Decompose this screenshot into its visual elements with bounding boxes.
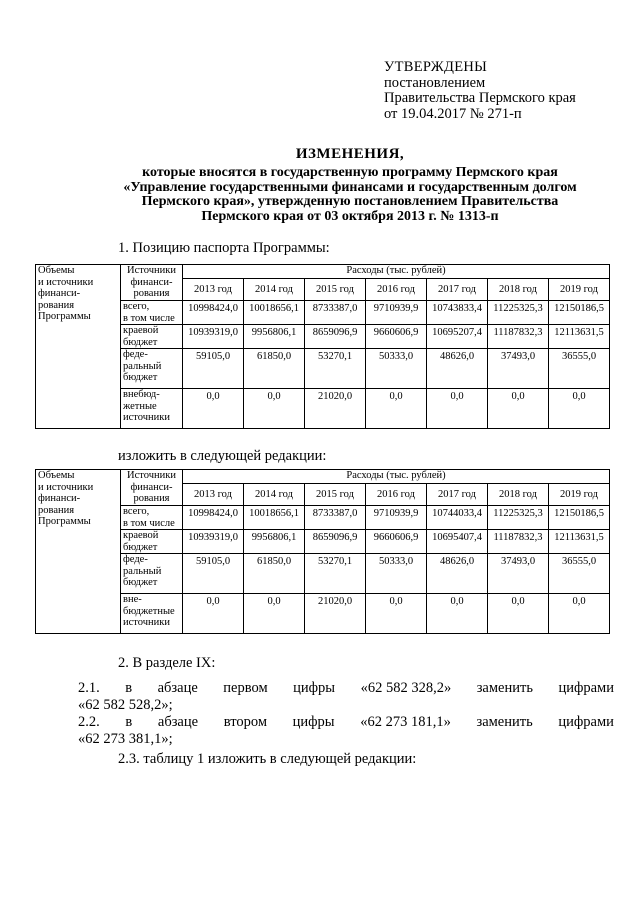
passport-table-old bbox=[35, 264, 610, 429]
table-cell: 10744033,4 bbox=[427, 506, 488, 530]
table-cell: 50333,0 bbox=[366, 554, 427, 594]
sources-header: Источники финанси- рования bbox=[121, 265, 183, 301]
table-cell: 0,0 bbox=[427, 389, 488, 429]
year-header: 2014 год bbox=[244, 279, 305, 301]
table-row bbox=[36, 506, 610, 530]
table-row bbox=[36, 554, 610, 594]
row-label: всего, в том числе bbox=[121, 301, 183, 325]
expenses-header: Расходы (тыс. рублей) bbox=[183, 470, 610, 484]
table-cell: 12113631,5 bbox=[549, 530, 610, 554]
subtitle-line: «Управление государственными финансами и государственным долгом bbox=[123, 179, 577, 195]
table-cell: 59105,0 bbox=[183, 554, 244, 594]
table-cell: 0,0 bbox=[183, 389, 244, 429]
word: в bbox=[125, 714, 133, 730]
word: в bbox=[125, 680, 133, 696]
approval-block bbox=[384, 60, 576, 122]
table-cell: 0,0 bbox=[366, 594, 427, 634]
year-header: 2014 год bbox=[244, 484, 305, 506]
table-cell: 0,0 bbox=[244, 594, 305, 634]
table-cell: 50333,0 bbox=[366, 349, 427, 389]
word: 2.1. bbox=[78, 680, 100, 696]
approval-heading: УТВЕРЖДЕНЫ bbox=[384, 59, 488, 75]
table-cell: 59105,0 bbox=[183, 349, 244, 389]
table-row bbox=[36, 265, 610, 279]
approval-line: постановлением bbox=[384, 74, 486, 91]
year-header: 2013 год bbox=[183, 279, 244, 301]
approval-line: Правительства Пермского края bbox=[384, 90, 576, 106]
table-cell: 10018656,1 bbox=[244, 506, 305, 530]
table-cell: 37493,0 bbox=[488, 554, 549, 594]
table-cell: 10743833,4 bbox=[427, 301, 488, 325]
table-cell: 8733387,0 bbox=[305, 301, 366, 325]
year-header: 2016 год bbox=[366, 279, 427, 301]
word: 2.2. bbox=[78, 714, 100, 730]
subtitle-line: Пермского края от 03 октября 2013 г. № 1313-п bbox=[201, 208, 499, 224]
table-row bbox=[36, 389, 610, 429]
year-header: 2017 год bbox=[427, 484, 488, 506]
year-header: 2016 год bbox=[366, 484, 427, 506]
table-cell: 12150186,5 bbox=[549, 301, 610, 325]
table-cell: 10998424,0 bbox=[183, 506, 244, 530]
table-row bbox=[36, 470, 610, 484]
word: цифрами bbox=[558, 714, 614, 730]
item-2-1-line bbox=[78, 680, 614, 697]
table-row bbox=[36, 349, 610, 389]
table-cell: 0,0 bbox=[549, 389, 610, 429]
word: абзаце bbox=[157, 680, 198, 696]
row-label: краевой бюджет bbox=[121, 530, 183, 554]
table-cell: 61850,0 bbox=[244, 349, 305, 389]
subtitle-line: Пермского края», утвержденную постановлением Правительства bbox=[141, 194, 559, 209]
table-cell: 10998424,0 bbox=[183, 301, 244, 325]
table-cell: 11225325,3 bbox=[488, 506, 549, 530]
year-header: 2015 год bbox=[305, 484, 366, 506]
year-header: 2018 год bbox=[488, 279, 549, 301]
table-cell: 10018656,1 bbox=[244, 301, 305, 325]
table-cell: 12113631,5 bbox=[549, 325, 610, 349]
word: абзаце bbox=[157, 714, 199, 730]
row-label: феде- ральный бюджет bbox=[121, 554, 183, 594]
word: заменить bbox=[476, 680, 533, 696]
table-cell: 36555,0 bbox=[549, 349, 610, 389]
subtitle-line: которые вносятся в государственную программу Пермского края bbox=[142, 165, 558, 180]
item-1-text: 1. Позицию паспорта Программы: bbox=[118, 240, 330, 256]
document-title: ИЗМЕНЕНИЯ, bbox=[295, 146, 405, 162]
table-cell: 0,0 bbox=[488, 389, 549, 429]
table-cell: 0,0 bbox=[549, 594, 610, 634]
passport-table-new bbox=[35, 469, 610, 634]
word: «62 582 328,2» bbox=[360, 680, 452, 696]
program-funding-label: Объемы и источники финанси- рования Программы bbox=[36, 470, 121, 634]
table-cell: 0,0 bbox=[244, 389, 305, 429]
word: втором bbox=[223, 714, 267, 730]
program-funding-label: Объемы и источники финанси- рования Программы bbox=[36, 265, 121, 429]
table-cell: 10939319,0 bbox=[183, 530, 244, 554]
table-cell: 21020,0 bbox=[305, 594, 366, 634]
table-cell: 48626,0 bbox=[427, 349, 488, 389]
table-cell: 8733387,0 bbox=[305, 506, 366, 530]
table-cell: 11187832,3 bbox=[488, 530, 549, 554]
year-header: 2015 год bbox=[305, 279, 366, 301]
table-cell: 9660606,9 bbox=[366, 325, 427, 349]
item-2-1-continuation: «62 582 528,2»; bbox=[78, 697, 173, 713]
table-cell: 37493,0 bbox=[488, 349, 549, 389]
word: цифрами bbox=[558, 680, 614, 696]
table-cell: 10695207,4 bbox=[427, 325, 488, 349]
table-cell: 21020,0 bbox=[305, 389, 366, 429]
item-2-2-continuation: «62 273 381,1»; bbox=[78, 731, 173, 747]
table-cell: 10939319,0 bbox=[183, 325, 244, 349]
table-cell: 53270,1 bbox=[305, 349, 366, 389]
row-label: внебюд- жетные источники bbox=[121, 389, 183, 429]
item-2-3-text: 2.3. таблицу 1 изложить в следующей редакции: bbox=[118, 751, 417, 767]
word: «62 273 181,1» bbox=[360, 714, 451, 730]
table-cell: 0,0 bbox=[183, 594, 244, 634]
table-cell: 53270,1 bbox=[305, 554, 366, 594]
table-row bbox=[36, 301, 610, 325]
item-2-2-line bbox=[78, 714, 614, 731]
year-header: 2013 год bbox=[183, 484, 244, 506]
table-cell: 11187832,3 bbox=[488, 325, 549, 349]
word: цифры bbox=[293, 680, 336, 696]
table-cell: 48626,0 bbox=[427, 554, 488, 594]
table-cell: 8659096,9 bbox=[305, 530, 366, 554]
row-label: вне- бюджетные источники bbox=[121, 594, 183, 634]
year-header: 2019 год bbox=[549, 279, 610, 301]
table-cell: 9956806,1 bbox=[244, 530, 305, 554]
table-cell: 9660606,9 bbox=[366, 530, 427, 554]
table-cell: 11225325,3 bbox=[488, 301, 549, 325]
word: заменить bbox=[476, 714, 533, 730]
word: первом bbox=[223, 680, 268, 696]
year-header: 2018 год bbox=[488, 484, 549, 506]
approval-date-number: от 19.04.2017 № 271-п bbox=[384, 105, 522, 122]
table-cell: 8659096,9 bbox=[305, 325, 366, 349]
table-cell: 9710939,9 bbox=[366, 301, 427, 325]
row-label: всего, в том числе bbox=[121, 506, 183, 530]
document-subtitle bbox=[80, 166, 620, 224]
year-header: 2019 год bbox=[549, 484, 610, 506]
row-label: краевой бюджет bbox=[121, 325, 183, 349]
table-cell: 10695407,4 bbox=[427, 530, 488, 554]
table-cell: 36555,0 bbox=[549, 554, 610, 594]
year-header: 2017 год bbox=[427, 279, 488, 301]
word: цифры bbox=[292, 714, 335, 730]
restate-text: изложить в следующей редакции: bbox=[118, 448, 327, 464]
row-label: феде- ральный бюджет bbox=[121, 349, 183, 389]
table-cell: 9956806,1 bbox=[244, 325, 305, 349]
table-row bbox=[36, 530, 610, 554]
table-row bbox=[36, 594, 610, 634]
table-cell: 0,0 bbox=[488, 594, 549, 634]
table-cell: 12150186,5 bbox=[549, 506, 610, 530]
table-cell: 0,0 bbox=[427, 594, 488, 634]
table-cell: 9710939,9 bbox=[366, 506, 427, 530]
table-row bbox=[36, 325, 610, 349]
table-cell: 0,0 bbox=[366, 389, 427, 429]
table-cell: 61850,0 bbox=[244, 554, 305, 594]
sources-header: Источники финанси- рования bbox=[121, 470, 183, 506]
item-2-text: 2. В разделе IX: bbox=[118, 655, 216, 671]
expenses-header: Расходы (тыс. рублей) bbox=[183, 265, 610, 279]
